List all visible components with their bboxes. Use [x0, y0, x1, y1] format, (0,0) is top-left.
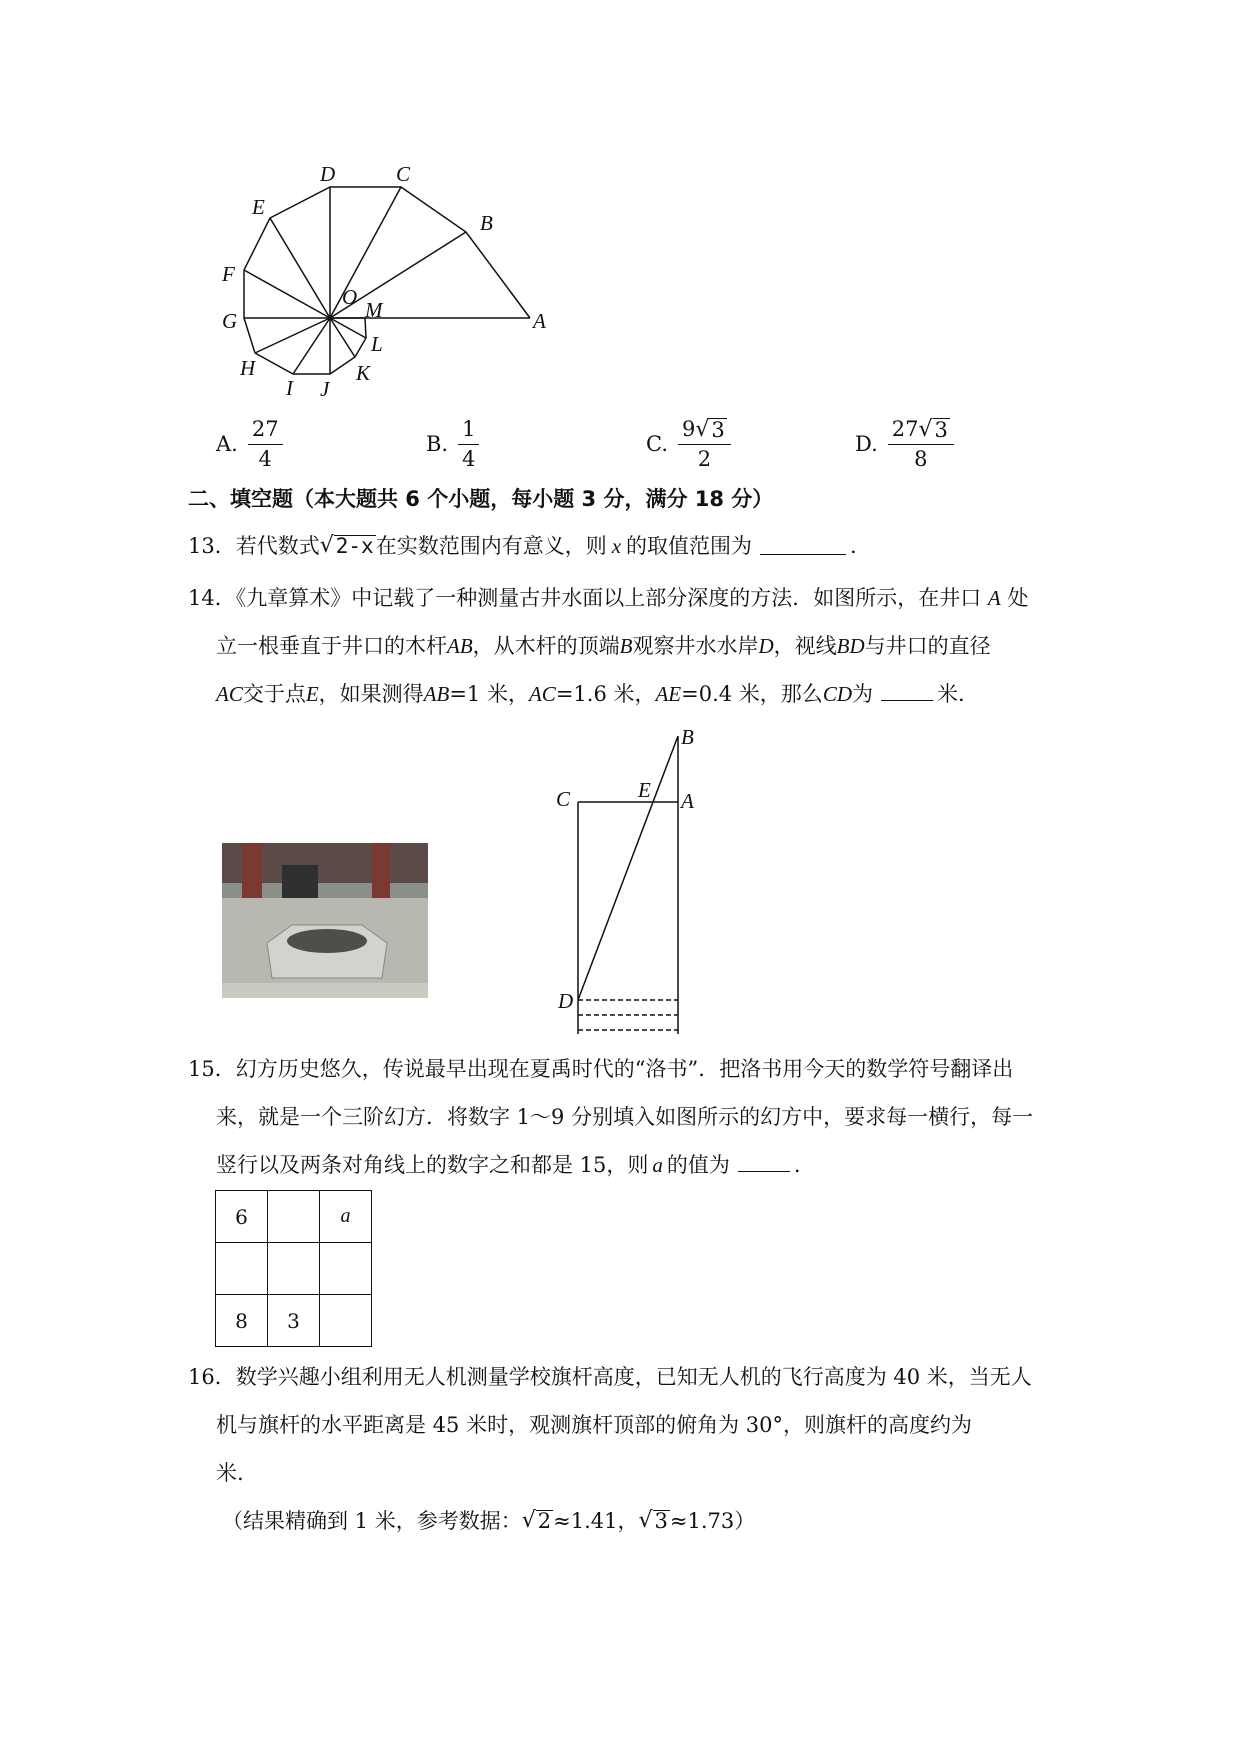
question-14-line-3: AC交于点E，如果测得AB=1 米，AC=1.6 米，AE=0.4 米，那么CD为 米.	[216, 682, 965, 706]
magic-cell	[320, 1243, 372, 1295]
choice-a: A. $\frac{27}{4}$	[216, 414, 283, 474]
magic-cell	[268, 1191, 320, 1243]
label-B: B	[480, 211, 493, 235]
question-16-line-1: 16．数学兴趣小组利用无人机测量学校旗杆高度，已知无人机的飞行高度为 40 米，当无人	[188, 1365, 1032, 1389]
label-C2: C	[556, 787, 571, 811]
choice-c: C. 9 √ 3 2	[646, 414, 731, 474]
magic-cell: 3	[268, 1295, 320, 1347]
label-B2: B	[681, 725, 694, 749]
question-16-note: （结果精确到 1 米，参考数据： √ 2 ≈1.41， √ 3 ≈1.73）	[222, 1508, 756, 1533]
question-14-line-1: 14．《九章算术》中记载了一种测量古井水面以上部分深度的方法．如图所示，在井口 A 处	[188, 586, 1029, 610]
label-L: L	[371, 332, 383, 356]
magic-cell	[216, 1243, 268, 1295]
label-M: M	[365, 298, 383, 322]
label-I: I	[286, 376, 293, 400]
question-15-line-2: 来，就是一个三阶幻方．将数字 1～9 分别填入如图所示的幻方中，要求每一横行，每一	[216, 1105, 1034, 1129]
label-K: K	[356, 361, 371, 385]
section-heading: 二、填空题（本大题共 6 个小题，每小题 3 分，满分 18 分）	[188, 487, 774, 511]
choice-b: B. $\frac{1}{4}$	[426, 414, 479, 474]
magic-cell: 6	[216, 1191, 268, 1243]
question-16-line-3: 米.	[216, 1461, 244, 1485]
label-D2: D	[558, 989, 574, 1013]
question-16-line-2: 机与旗杆的水平距离是 45 米时，观测旗杆顶部的俯角为 30°，则旗杆的高度约为	[216, 1413, 972, 1437]
choice-d: D. 27 √ 3 8	[855, 414, 954, 474]
question-14-line-2: 立一根垂直于井口的木杆AB，从木杆的顶端B观察井水水岸D，视线BD与井口的直径	[216, 634, 991, 658]
magic-square	[215, 1190, 372, 1347]
label-J: J	[320, 377, 330, 401]
label-E: E	[252, 195, 265, 219]
label-C: C	[396, 162, 411, 186]
magic-cell: 8	[216, 1295, 268, 1347]
label-O: O	[342, 285, 358, 309]
label-A2: A	[681, 789, 694, 813]
magic-cell: a	[320, 1191, 372, 1243]
label-D: D	[320, 162, 336, 186]
label-E2: E	[638, 778, 651, 802]
magic-cell	[320, 1295, 372, 1347]
label-A: A	[533, 309, 546, 333]
label-G: G	[222, 309, 238, 333]
question-15-line-3: 竖行以及两条对角线上的数字之和都是 15，则 a 的值为 .	[216, 1153, 801, 1177]
label-H: H	[240, 356, 256, 380]
question-15-line-1: 15．幻方历史悠久，传说最早出现在夏禹时代的“洛书”．把洛书用今天的数学符号翻译出	[188, 1057, 1014, 1081]
magic-cell	[268, 1243, 320, 1295]
label-F: F	[222, 262, 235, 286]
question-13: 13． 若代数式 √ 2-x 在实数范围内有意义，则 x 的取值范围为 .	[188, 533, 857, 558]
